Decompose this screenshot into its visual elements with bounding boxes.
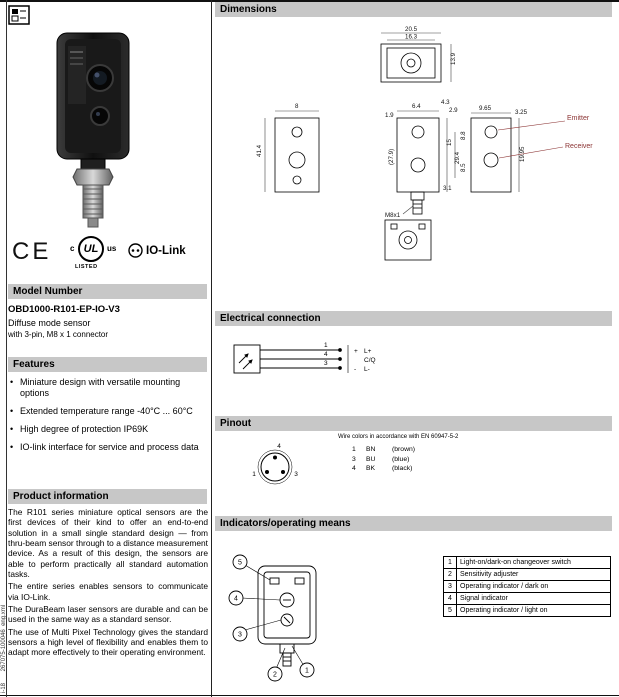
emitter-label: Emitter [567, 115, 590, 122]
dim-height: 41.4 [256, 144, 263, 157]
model-subtitle: Diffuse mode sensor [8, 318, 91, 328]
indicators-table [443, 556, 611, 617]
io-link-text: IO-Link [146, 244, 186, 257]
electrical-header: Electrical connection [215, 311, 612, 326]
pinout-color: (black) [392, 465, 413, 472]
pinout-pin: 3 [352, 455, 356, 463]
feature-item: • Extended temperature range -40°C ... 60°C [8, 406, 207, 417]
pinout-code: BN [366, 446, 376, 453]
receiver-label: Receiver [565, 143, 593, 150]
pinout-code: BU [366, 455, 376, 463]
column-divider [211, 0, 212, 697]
dim-height-paren: (27.9) [388, 148, 395, 165]
indicator-num: 1 [444, 557, 457, 568]
indicator-num: 4 [444, 593, 457, 604]
ul-us-label: us [107, 244, 117, 253]
product-info-paragraph: The DuraBeam laser sensors are durable and can be used in the same way as a standard sensor. [8, 604, 208, 625]
dim-hole-a: 4.3 [441, 99, 450, 106]
elec-label-lminus: L- [364, 366, 370, 373]
pinout-code: BK [366, 465, 376, 472]
pinout-row [352, 464, 415, 474]
indicator-num: 3 [444, 581, 457, 592]
product-info-paragraph: The use of Multi Pixel Technology gives the standard sensors a high level of flexibility and enables them to adapt more effectively to their operating environment. [8, 626, 208, 658]
elec-pin4: 4 [324, 351, 328, 358]
indicators-drawing [226, 540, 351, 695]
product-info-body [8, 507, 208, 660]
elec-plus: + [354, 348, 358, 355]
ul-c-label: c [70, 244, 75, 253]
document-logo-icon [8, 5, 30, 30]
indicator-desc: Light-on/dark-on changeover switch [460, 559, 571, 566]
dim-side-offset: 6.4 [412, 103, 421, 110]
pinout-pin: 1 [352, 446, 356, 453]
pinout-color: (brown) [392, 446, 416, 453]
side-issue-text: i-18 [1, 682, 7, 693]
side-code-text: 267075-100046_eng.xml [1, 604, 7, 672]
io-link-logo [128, 243, 186, 258]
pinout-pin-left: 1 [252, 471, 256, 478]
indicator-desc: Signal indicator [460, 595, 508, 602]
ul-circle: UL [78, 236, 104, 262]
pinout-pin-right: 3 [294, 471, 298, 478]
dim-top-inner-width: 16.3 [405, 33, 418, 41]
dimensions-header: Dimensions [215, 2, 612, 17]
io-link-icon [128, 243, 143, 258]
indicator-desc: Operating indicator / light on [460, 607, 548, 614]
elec-label-cq: C/Q [364, 357, 376, 364]
product-photo [36, 26, 154, 237]
product-info-header: Product information [8, 489, 207, 504]
side-document-code [1, 595, 7, 693]
dim-top-edge: 1.9 [385, 112, 394, 119]
ce-mark: CE [12, 238, 52, 265]
dim-receiver-offset: 8.5 [460, 163, 467, 172]
dimensions-drawing [215, 20, 612, 313]
elec-pin3: 3 [324, 360, 328, 367]
product-info-paragraph: The entire series enables sensors to communicate via IO-Link. [8, 581, 208, 602]
model-connector-note: with 3-pin, M8 x 1 connector [8, 330, 109, 339]
dim-thread: M8x1 [385, 212, 401, 219]
model-number-header: Model Number [8, 284, 207, 299]
certification-badges [10, 234, 205, 276]
feature-item: • Miniature design with versatile mounting options [8, 377, 207, 399]
pinout-pin: 4 [352, 465, 356, 472]
callout-2: 2 [273, 671, 277, 679]
feature-item: • IO-link interface for service and process data [8, 442, 207, 453]
indicators-row [444, 581, 610, 593]
electrical-diagram [228, 333, 418, 400]
indicators-row [444, 605, 610, 617]
dim-top-width: 20.5 [405, 26, 418, 33]
callout-1: 1 [305, 667, 309, 675]
indicators-row [444, 557, 610, 569]
elec-minus: - [354, 366, 357, 373]
pinout-row [352, 445, 415, 455]
pinout-row [352, 455, 415, 465]
callout-5: 5 [238, 559, 242, 567]
page-bottom-rule [0, 695, 619, 696]
page-left-rule [6, 0, 7, 697]
indicators-header: Indicators/operating means [215, 516, 612, 531]
pinout-table [352, 445, 415, 474]
dim-hole-b: 2.9 [449, 107, 458, 114]
dim-emitter-offset: 8.8 [460, 131, 467, 140]
indicator-num: 2 [444, 569, 457, 580]
pinout-color: (blue) [392, 455, 410, 463]
dim-top-depth: 13.9 [450, 52, 457, 65]
pinout-header: Pinout [215, 416, 612, 431]
product-info-paragraph: The R101 series miniature optical sensors are the first devices of their kind to offer an end-to-end solution in a small single standard design — from thru-beam sensor through to a distance measurement device. As a result of this design, the sensors are able to perform practically all standard automation tasks. [8, 507, 208, 580]
features-list [8, 377, 207, 460]
dim-lens-pos: 15 [446, 139, 453, 146]
dim-front-width: 8 [295, 103, 299, 110]
indicator-desc: Sensitivity adjuster [460, 571, 519, 578]
dim-head-top: 3.25 [515, 109, 528, 116]
pinout-wire-note: Wire colors in accordance with EN 60947-5-2 [338, 434, 459, 440]
model-number-value: OBD1000-R101-EP-IO-V3 [8, 304, 120, 315]
features-header: Features [8, 357, 207, 372]
dim-head-height: 19.95 [519, 146, 526, 162]
pinout-pin-top: 4 [277, 443, 281, 450]
ul-listed-mark [66, 234, 118, 274]
ul-listed-label: LISTED [75, 264, 98, 270]
indicator-desc: Operating indicator / dark on [460, 583, 549, 590]
elec-pin1: 1 [324, 342, 328, 349]
indicators-row [444, 569, 610, 581]
dim-bottom-offset: 3.1 [443, 185, 452, 192]
feature-item: • High degree of protection IP69K [8, 424, 207, 435]
indicators-row [444, 593, 610, 605]
elec-label-lplus: L+ [364, 348, 372, 355]
indicator-num: 5 [444, 605, 457, 616]
dim-lens-pos2: 29.4 [454, 151, 461, 164]
dim-head-width: 9.65 [479, 105, 492, 112]
pinout-diagram [250, 440, 300, 497]
callout-3: 3 [238, 631, 242, 639]
callout-4: 4 [234, 595, 238, 603]
